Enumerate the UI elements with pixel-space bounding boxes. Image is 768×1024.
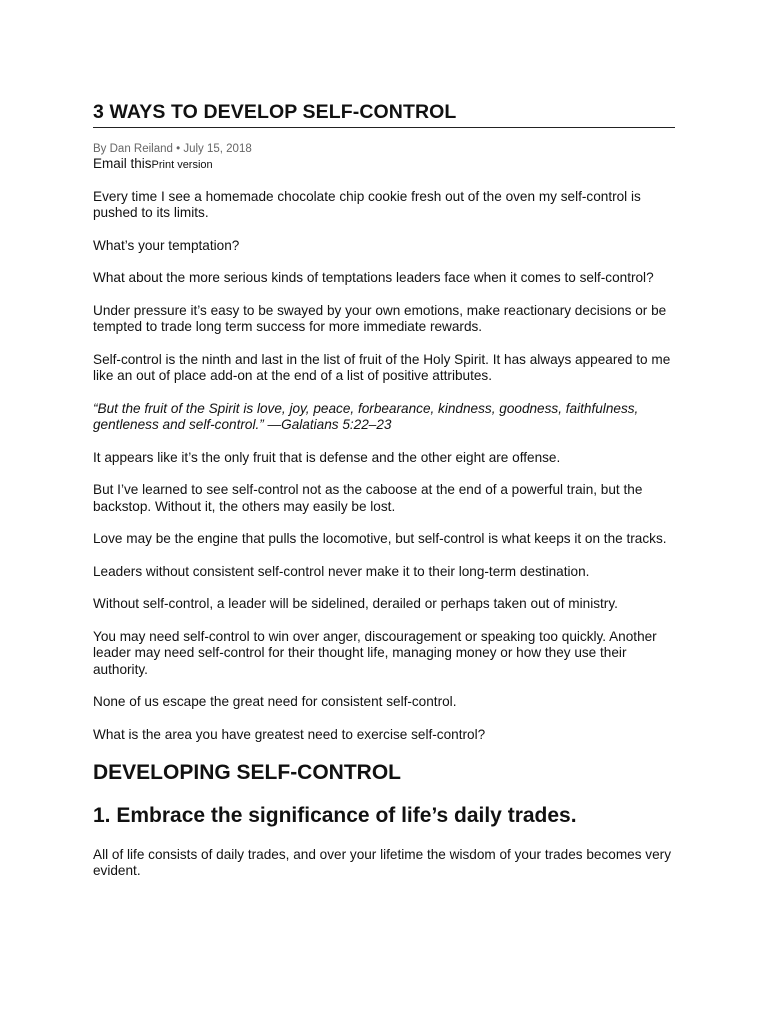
paragraph-4: Under pressure it’s easy to be swayed by your own emotions, make reactionary decisions or be tempted to trade long term success for more immediate rewards.	[93, 303, 667, 335]
print-version-link[interactable]: Print version	[151, 159, 213, 171]
point-1-heading: 1. Embrace the significance of life’s daily trades.	[93, 804, 577, 828]
paragraph-1: Every time I see a homemade chocolate chip cookie fresh out of the oven my self-control is pushed to its limits.	[93, 189, 641, 221]
paragraph-13: What is the area you have greatest need to exercise self-control?	[93, 726, 486, 742]
paragraph-6: It appears like it’s the only fruit that is defense and the other eight are offense.	[93, 449, 561, 465]
article	[93, 100, 675, 896]
paragraph-3: What about the more serious kinds of temptations leaders face when it comes to self-control?	[93, 270, 654, 286]
paragraph-8: Love may be the engine that pulls the locomotive, but self-control is what keeps it on the tracks.	[93, 531, 667, 547]
paragraph-7: But I’ve learned to see self-control not as the caboose at the end of a powerful train, but the backstop. Without it, the others may easily be lost.	[93, 482, 643, 514]
paragraph-2: What’s your temptation?	[93, 237, 240, 253]
article-title: 3 WAYS TO DEVELOP SELF-CONTROL	[93, 100, 675, 128]
paragraph-10: Without self-control, a leader will be sidelined, derailed or perhaps taken out of ministry.	[93, 596, 618, 612]
paragraph-9: Leaders without consistent self-control never make it to their long-term destination.	[93, 563, 590, 579]
paragraph-12: None of us escape the great need for consistent self-control.	[93, 694, 457, 710]
point-1-paragraph: All of life consists of daily trades, and over your lifetime the wisdom of your trades becomes very evident.	[93, 847, 671, 879]
email-this-link[interactable]: Email this	[93, 156, 152, 171]
scripture-quote: “But the fruit of the Spirit is love, joy, peace, forbearance, kindness, goodness, faithfulness, gentleness and self-control.” —Galatians 5:22–23	[93, 400, 639, 433]
section-heading: DEVELOPING SELF-CONTROL	[93, 761, 402, 785]
paragraph-5: Self-control is the ninth and last in the list of fruit of the Holy Spirit. It has always appeared to me like an out of place add-on at the end of a list of positive attributes.	[93, 351, 671, 384]
share-links	[93, 156, 675, 173]
paragraph-11: You may need self-control to win over anger, discouragement or speaking too quickly. Another leader may need self-control for their thought life, managing money or how they use their authority.	[93, 629, 657, 677]
article-byline: By Dan Reiland • July 15, 2018	[93, 143, 252, 155]
